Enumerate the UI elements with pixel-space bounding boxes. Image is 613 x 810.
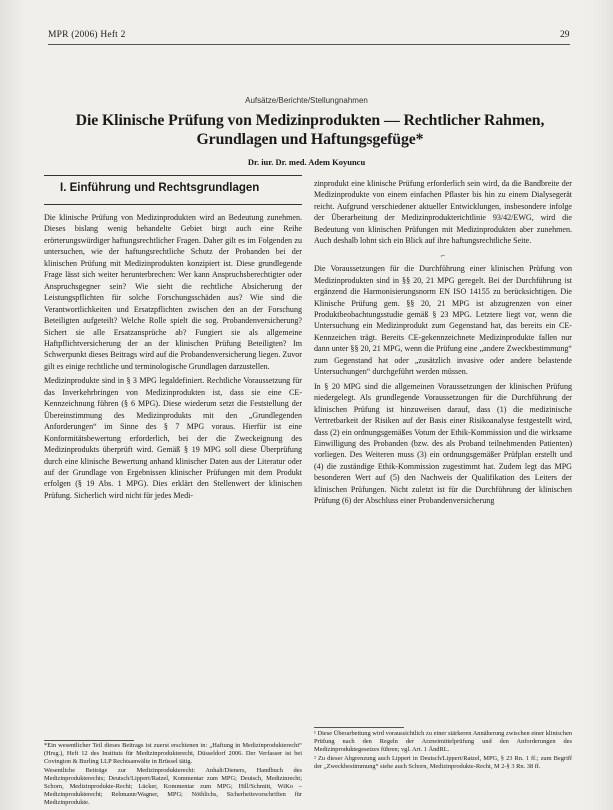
footnotes-left	[44, 742, 302, 808]
footnote-rule	[44, 740, 134, 741]
title-line-2: Grundlagen und Haftungsgefüge*	[196, 131, 424, 148]
paragraph: Die klinische Prüfung von Medizinprodukten wird an Bedeutung zunehmen. Dieses bislang wenig behandelte Gebiet birgt auch eine Reihe erörterungswürdiger haftungsrechtlicher Fragen. Daher gilt es im Folgenden zu untersuchen, wie der haftungsrechtliche Schutz der Probanden bei der klinischen Prüfung mit Medizinprodukten konzipiert ist. Diese grundlegende Frage lässt sich weiter herunterbrechen: Wer kann Anspruchsberechtigter oder Anspruchsgegner sein? Wie sieht die rechtliche Absicherung der Leistungspflichten für solche Forschungsschäden aus? Wie sind die Verantwortlichkeiten und Ersatzpflichten zwischen den an der Forschung Beteiligten aufgeteilt? Welche Rolle spielt die sog. Probandenversicherung? Sichert sie alle Ersatzansprüche ab? Fungiert sie als allgemeine Haftpflichtversicherung der an der klinischen Prüfung Beteiligten? Im Schwerpunkt dieses Beitrags wird auf die Probandenversicherung liegen. Zuvor gilt es einige rechtliche und terminologische Grundlagen darzustellen.	[44, 213, 302, 371]
section-heading: I. Einführung und Rechtsgrundlagen	[60, 182, 260, 194]
paragraph: In § 20 MPG sind die allgemeinen Voraussetzungen der klinischen Prüfung niedergelegt. Als grundlegende Voraussetzungen für die Durchführung der klinischen Prüfung ist hinzuweisen darauf, dass (1) die medizinische Vertretbarkeit der Risiken auf der Basis einer Risikoanalyse festgestellt wird, dass (2) ein ordnungsgemäßes Votum der Ethik-Kommission und die wirksame Einwilligung des Probanden (bzw. des als Proband teilnehmenden Patienten) vorliegen. Des Weiteren muss (3) ein ordnungsgemäßer Prüfplan erstellt und (4) die zuständige Ethik-Kommission zugestimmt hat. Zudem legt das MPG besonderen Wert auf (5) den Nachweis der Qualifikation des Leiters der klinischen Prüfungen. Nicht zuletzt ist für die Durchführung der klinischen Prüfung (6) der Abschluss einer Probandenversicherung	[314, 381, 572, 506]
header-rule	[48, 44, 570, 45]
paragraph: zinprodukt eine klinische Prüfung erforderlich sein wird, da die Bandbreite der Medizinprodukte von einem einfachen Pflaster bis hin zu einem Dialysegerät reicht. Aufgrund verschiedener aktueller Entwicklungen, insbesondere infolge der Überarbeitung der Medizinprodukterichtlinie 93/42/EWG, wird die Bedeutung von klinischen Prüfungen mit Medizinprodukten aber zunehmen. Auch deshalb lohnt sich ein Blick auf ihre haftungsrechtliche Seite.	[314, 179, 572, 246]
right-column	[314, 178, 572, 510]
ornament: ⌐	[440, 250, 446, 260]
footnote-rule	[314, 727, 404, 728]
paragraph: Medizinprodukte sind in § 3 MPG legaldefiniert. Rechtliche Voraussetzung für das Inverkehrbringen von Medizinprodukten ist, dass sie eine CE-Kennzeichnung führen (§ 6 MPG). Diese wiederum setzt die Feststellung der Übereinstimmung des Medizinprodukts mit den „Grundlegenden Anforderungen“ im Sinne des § 7 MPG voraus. Hierfür ist eine Konformitätsbewertung erforderlich, bei der die Zweckeignung des Medizinprodukts überprüft wird. Gemäß § 19 MPG soll diese Überprüfung durch eine klinische Bewertung anhand klinischer Daten aus der Literatur oder auf der Grundlage von Ergebnissen klinischer Prüfungen mit dem Produkt erfolgen (§ 19 Abs. 1 MPG). Dies erklärt den Stellenwert der klinischen Prüfung. Sicherlich wird nicht für jedes Medi-	[44, 376, 302, 500]
section-label: Aufsätze/Berichte/Stellungnahmen	[245, 96, 368, 105]
article-title	[50, 111, 570, 149]
footnote: ¹ Diese Überarbeitung wird voraussichtlich zu einer stärkeren Annäherung zwischen einer klinischen Prüfung nach den Regeln der Arzneimittelprüfung und den Anforderungen des Medizinproduktegesetzes führen; vgl. Art. 1 ÄndRL.	[314, 730, 572, 753]
left-column	[44, 212, 302, 504]
heading-box	[44, 175, 302, 205]
title-line-1: Die Klinische Prüfung von Medizinprodukten — Rechtlicher Rahmen,	[75, 112, 545, 129]
footnotes-right	[314, 730, 572, 772]
footnote: Wesentliche Beiträge zur Medizinprodukterecht: Anhalt/Dieners, Handbuch des Medizinprodukterechts; Deutsch/Lippert/Ratzel, Kommentar zum MPG; Deutsch, Medizinrecht; Schorn, Medizinprodukte-Recht; Lücker, Kommentar zum MPG; Hill/Schmitt, WiKo – Medizinprodukterecht; Rehmann/Wagner, MPG; Nöthlichs, Sicherheitsvorschriften für Medizinprodukte.	[44, 767, 302, 806]
journal-header: MPR (2006) Heft 2	[48, 30, 126, 40]
paragraph: Die Voraussetzungen für die Durchführung einer klinischen Prüfung von Medizinprodukten sind in §§ 20, 21 MPG geregelt. Bei der Durchführung ist ergänzend die Harmonisierungsnorm EN ISO 14155 zu berücksichtigen. Die Klinische Prüfung gem. §§ 20, 21 MPG ist abzugrenzen von einer Produktbeobachtungsstudie gemäß § 23 MPG. Letztere liegt vor, wenn die Untersuchung ein Medizinprodukt zum Gegenstand hat, das bereits ein CE-Kennzeichen trägt. Bereits CE-gekennzeichnete Medizinprodukte fallen nur dann unter §§ 20, 21 MPG, wenn die Prüfung eine „andere Zweckbestimmung“ zum Gegenstand hat oder „zusätzlich invasive oder andere belastende Untersuchungen“ durchgeführt werden müssen.	[314, 264, 572, 377]
author: Dr. iur. Dr. med. Adem Koyuncu	[247, 157, 366, 167]
footnote: *Ein wesentlicher Teil dieses Beitrags ist zuerst erschienen in: „Haftung in Medizinprodukterecht“ (Hrsg.), Heft 12 des Instituts für Medizinprodukterecht, Düsseldorf 2006. Der Verfasser ist bei Covington & Burling LLP Rechtsanwälte in Brüssel tätig.	[44, 742, 302, 765]
footnote: ² Zu dieser Abgrenzung auch Lippert in Deutsch/Lippert/Ratzel, MPG, § 23 Rn. 1 ff.; zum Begriff der „Zweckbestimmung“ siehe auch Schorn, Medizinprodukte-Recht, M 2-§ 3 Rn. 38 ff.	[314, 755, 572, 770]
page-number: 29	[560, 30, 570, 40]
